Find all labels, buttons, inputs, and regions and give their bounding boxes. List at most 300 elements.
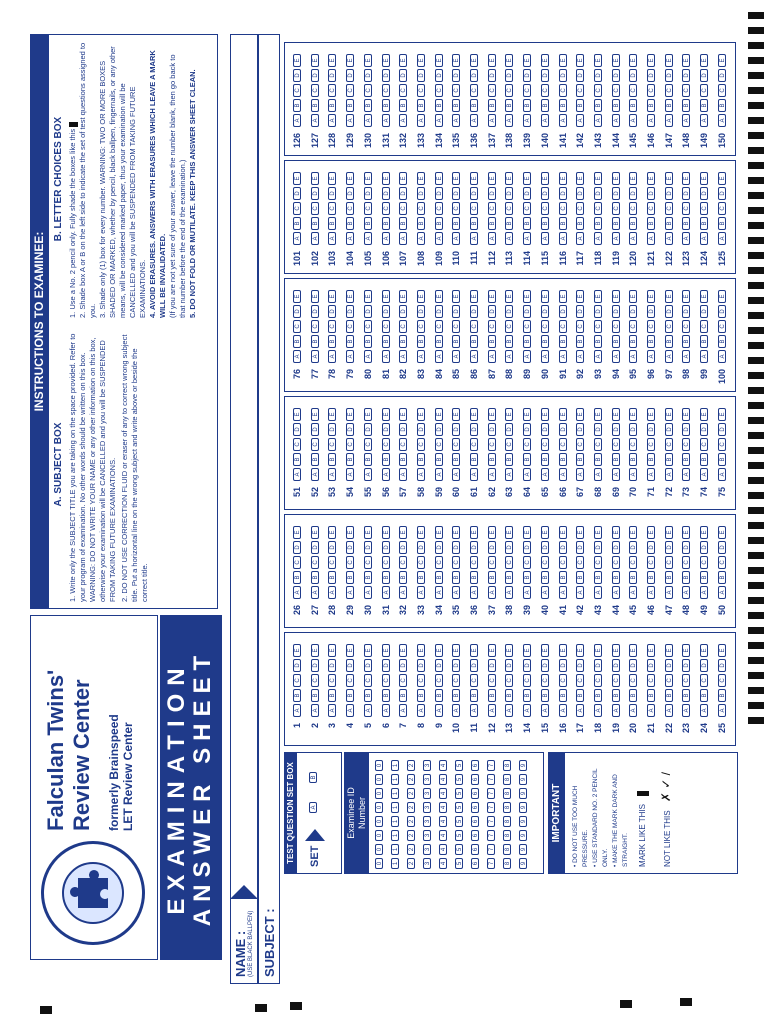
choice-bubble[interactable]: D [311,187,319,200]
choice-bubble[interactable]: C [435,202,443,215]
choice-bubble[interactable]: E [665,54,673,67]
choice-bubble[interactable]: C [523,674,531,687]
choice-bubble[interactable]: A [470,704,478,717]
choice-bubble[interactable]: C [559,202,567,215]
choice-bubble[interactable]: E [311,54,319,67]
id-digit-bubble[interactable]: 4 [439,802,447,813]
choice-bubble[interactable]: E [505,408,513,421]
choice-bubble[interactable]: D [647,187,655,200]
choice-bubble[interactable]: D [576,423,584,436]
choice-bubble[interactable]: E [399,408,407,421]
choice-bubble[interactable]: B [328,571,336,584]
choice-bubble[interactable]: D [700,541,708,554]
choice-bubble[interactable]: D [435,187,443,200]
choice-bubble[interactable]: D [523,659,531,672]
choice-bubble[interactable]: B [700,99,708,112]
choice-bubble[interactable]: C [382,556,390,569]
choice-bubble[interactable]: D [346,69,354,82]
choice-bubble[interactable]: B [523,217,531,230]
choice-bubble[interactable]: C [700,556,708,569]
choice-bubble[interactable]: E [488,172,496,185]
choice-bubble[interactable]: E [718,526,726,539]
choice-bubble[interactable]: C [452,556,460,569]
choice-bubble[interactable]: A [559,350,567,363]
id-digit-bubble[interactable]: 1 [391,816,399,827]
choice-bubble[interactable]: A [647,350,655,363]
choice-bubble[interactable]: E [470,290,478,303]
choice-bubble[interactable]: A [311,468,319,481]
choice-bubble[interactable]: C [470,438,478,451]
choice-bubble[interactable]: B [346,217,354,230]
choice-bubble[interactable]: C [629,84,637,97]
choice-bubble[interactable]: A [665,350,673,363]
choice-bubble[interactable]: C [346,84,354,97]
choice-bubble[interactable]: C [629,556,637,569]
choice-bubble[interactable]: D [328,541,336,554]
choice-bubble[interactable]: C [682,84,690,97]
choice-bubble[interactable]: C [417,674,425,687]
id-digit-bubble[interactable]: 5 [455,802,463,813]
choice-bubble[interactable]: B [399,689,407,702]
id-digit-bubble[interactable]: 0 [375,830,383,841]
choice-bubble[interactable]: B [293,453,301,466]
choice-bubble[interactable]: D [559,305,567,318]
choice-bubble[interactable]: B [682,99,690,112]
choice-bubble[interactable]: E [647,290,655,303]
choice-bubble[interactable]: C [328,556,336,569]
choice-bubble[interactable]: B [488,571,496,584]
choice-bubble[interactable]: E [470,408,478,421]
id-digit-bubble[interactable]: 7 [487,802,495,813]
choice-bubble[interactable]: A [700,350,708,363]
choice-bubble[interactable]: A [647,114,655,127]
choice-bubble[interactable]: A [629,232,637,245]
choice-bubble[interactable]: C [576,320,584,333]
choice-bubble[interactable]: A [435,114,443,127]
choice-bubble[interactable]: D [523,541,531,554]
choice-bubble[interactable]: E [612,54,620,67]
id-digit-bubble[interactable]: 6 [471,774,479,785]
choice-bubble[interactable]: C [488,674,496,687]
choice-bubble[interactable]: E [470,526,478,539]
choice-bubble[interactable]: D [293,541,301,554]
id-digit-bubble[interactable]: 6 [471,788,479,799]
choice-bubble[interactable]: E [452,526,460,539]
choice-bubble[interactable]: A [718,586,726,599]
id-digit-bubble[interactable]: 9 [519,788,527,799]
choice-bubble[interactable]: C [328,674,336,687]
choice-bubble[interactable]: E [718,172,726,185]
choice-bubble[interactable]: C [541,674,549,687]
choice-bubble[interactable]: E [594,172,602,185]
choice-bubble[interactable]: D [417,659,425,672]
choice-bubble[interactable]: E [541,644,549,657]
choice-bubble[interactable]: D [293,423,301,436]
choice-bubble[interactable]: C [523,202,531,215]
choice-bubble[interactable]: B [629,335,637,348]
choice-bubble[interactable]: D [399,541,407,554]
choice-bubble[interactable]: E [629,408,637,421]
choice-bubble[interactable]: D [576,69,584,82]
choice-bubble[interactable]: B [293,99,301,112]
choice-bubble[interactable]: A [399,114,407,127]
choice-bubble[interactable]: A [629,350,637,363]
id-digit-bubble[interactable]: 4 [439,774,447,785]
choice-bubble[interactable]: D [523,187,531,200]
choice-bubble[interactable]: E [488,290,496,303]
choice-bubble[interactable]: D [682,69,690,82]
choice-bubble[interactable]: A [488,704,496,717]
choice-bubble[interactable]: D [700,187,708,200]
choice-bubble[interactable]: E [364,172,372,185]
choice-bubble[interactable]: A [328,114,336,127]
choice-bubble[interactable]: B [328,689,336,702]
choice-bubble[interactable]: D [718,423,726,436]
choice-bubble[interactable]: B [382,217,390,230]
choice-bubble[interactable]: B [364,217,372,230]
choice-bubble[interactable]: A [293,114,301,127]
choice-bubble[interactable]: A [452,468,460,481]
choice-bubble[interactable]: E [505,526,513,539]
choice-bubble[interactable]: D [629,659,637,672]
choice-bubble[interactable]: C [452,674,460,687]
choice-bubble[interactable]: B [435,689,443,702]
choice-bubble[interactable]: B [700,689,708,702]
choice-bubble[interactable]: B [470,689,478,702]
choice-bubble[interactable]: B [417,571,425,584]
choice-bubble[interactable]: E [311,172,319,185]
choice-bubble[interactable]: D [523,305,531,318]
choice-bubble[interactable]: B [576,99,584,112]
id-digit-bubble[interactable]: 3 [423,830,431,841]
choice-bubble[interactable]: C [700,84,708,97]
choice-bubble[interactable]: E [629,290,637,303]
choice-bubble[interactable]: B [629,99,637,112]
choice-bubble[interactable]: A [700,114,708,127]
id-digit-bubble[interactable]: 8 [503,802,511,813]
choice-bubble[interactable]: E [311,290,319,303]
choice-bubble[interactable]: B [311,453,319,466]
choice-bubble[interactable]: E [629,54,637,67]
choice-bubble[interactable]: A [311,232,319,245]
choice-bubble[interactable]: C [364,84,372,97]
choice-bubble[interactable]: B [541,217,549,230]
choice-bubble[interactable]: D [311,423,319,436]
id-digit-bubble[interactable]: 5 [455,816,463,827]
choice-bubble[interactable]: D [293,69,301,82]
choice-bubble[interactable]: D [346,423,354,436]
id-digit-bubble[interactable]: 7 [487,858,495,869]
choice-bubble[interactable]: A [523,468,531,481]
choice-bubble[interactable]: D [417,305,425,318]
choice-bubble[interactable]: C [629,438,637,451]
choice-bubble[interactable]: C [576,556,584,569]
choice-bubble[interactable]: D [629,305,637,318]
id-digit-bubble[interactable]: 5 [455,858,463,869]
choice-bubble[interactable]: B [311,99,319,112]
choice-bubble[interactable]: C [647,84,655,97]
choice-bubble[interactable]: E [612,290,620,303]
choice-bubble[interactable]: A [488,114,496,127]
choice-bubble[interactable]: A [523,586,531,599]
choice-bubble[interactable]: A [435,468,443,481]
choice-bubble[interactable]: A [612,350,620,363]
choice-bubble[interactable]: B [559,217,567,230]
choice-bubble[interactable]: A [417,350,425,363]
id-digit-bubble[interactable]: 5 [455,844,463,855]
choice-bubble[interactable]: D [452,659,460,672]
choice-bubble[interactable]: C [559,674,567,687]
choice-bubble[interactable]: E [346,290,354,303]
choice-bubble[interactable]: D [470,305,478,318]
choice-bubble[interactable]: A [346,586,354,599]
choice-bubble[interactable]: E [665,526,673,539]
choice-bubble[interactable]: C [488,556,496,569]
id-digit-bubble[interactable]: 2 [407,830,415,841]
choice-bubble[interactable]: E [700,290,708,303]
choice-bubble[interactable]: E [718,54,726,67]
choice-bubble[interactable]: D [647,423,655,436]
id-digit-bubble[interactable]: 7 [487,788,495,799]
choice-bubble[interactable]: A [435,586,443,599]
id-digit-bubble[interactable]: 3 [423,858,431,869]
choice-bubble[interactable]: A [576,232,584,245]
choice-bubble[interactable]: E [523,526,531,539]
choice-bubble[interactable]: D [364,187,372,200]
choice-bubble[interactable]: E [328,172,336,185]
choice-bubble[interactable]: B [612,335,620,348]
choice-bubble[interactable]: C [718,556,726,569]
choice-bubble[interactable]: D [364,69,372,82]
choice-bubble[interactable]: E [541,172,549,185]
choice-bubble[interactable]: A [346,350,354,363]
choice-bubble[interactable]: D [612,305,620,318]
id-digit-bubble[interactable]: 1 [391,858,399,869]
choice-bubble[interactable]: E [594,54,602,67]
choice-bubble[interactable]: C [559,556,567,569]
choice-bubble[interactable]: C [382,438,390,451]
choice-bubble[interactable]: C [470,84,478,97]
choice-bubble[interactable]: A [612,468,620,481]
choice-bubble[interactable]: E [665,172,673,185]
choice-bubble[interactable]: A [541,350,549,363]
choice-bubble[interactable]: B [452,571,460,584]
id-digit-bubble[interactable]: 0 [375,844,383,855]
choice-bubble[interactable]: B [700,217,708,230]
choice-bubble[interactable]: B [629,217,637,230]
choice-bubble[interactable]: E [718,290,726,303]
choice-bubble[interactable]: B [364,571,372,584]
choice-bubble[interactable]: A [612,114,620,127]
choice-bubble[interactable]: C [488,320,496,333]
choice-bubble[interactable]: A [346,114,354,127]
choice-bubble[interactable]: B [382,335,390,348]
choice-bubble[interactable]: E [328,644,336,657]
choice-bubble[interactable]: A [452,114,460,127]
choice-bubble[interactable]: B [435,453,443,466]
choice-bubble[interactable]: C [488,438,496,451]
choice-bubble[interactable]: A [629,586,637,599]
choice-bubble[interactable]: C [505,438,513,451]
choice-bubble[interactable]: C [417,438,425,451]
choice-bubble[interactable]: C [346,438,354,451]
choice-bubble[interactable]: B [665,217,673,230]
id-digit-bubble[interactable]: 4 [439,858,447,869]
choice-bubble[interactable]: D [435,659,443,672]
choice-bubble[interactable]: E [612,172,620,185]
choice-bubble[interactable]: B [612,571,620,584]
choice-bubble[interactable]: B [612,689,620,702]
choice-bubble[interactable]: B [505,335,513,348]
id-digit-bubble[interactable]: 7 [487,774,495,785]
choice-bubble[interactable]: B [541,453,549,466]
choice-bubble[interactable]: B [417,99,425,112]
choice-bubble[interactable]: C [417,556,425,569]
choice-bubble[interactable]: E [682,172,690,185]
choice-bubble[interactable]: E [311,408,319,421]
choice-bubble[interactable]: A [382,232,390,245]
choice-bubble[interactable]: A [612,586,620,599]
id-digit-bubble[interactable]: 1 [391,802,399,813]
choice-bubble[interactable]: A [364,704,372,717]
choice-bubble[interactable]: D [559,659,567,672]
choice-bubble[interactable]: E [417,526,425,539]
choice-bubble[interactable]: C [612,84,620,97]
id-digit-bubble[interactable]: 6 [471,760,479,771]
choice-bubble[interactable]: E [682,644,690,657]
choice-bubble[interactable]: B [382,689,390,702]
choice-bubble[interactable]: B [505,99,513,112]
choice-bubble[interactable]: C [364,438,372,451]
choice-bubble[interactable]: C [311,320,319,333]
choice-bubble[interactable]: B [594,217,602,230]
choice-bubble[interactable]: D [594,69,602,82]
choice-bubble[interactable]: D [382,69,390,82]
choice-bubble[interactable]: D [346,659,354,672]
choice-bubble[interactable]: A [346,468,354,481]
choice-bubble[interactable]: D [417,423,425,436]
choice-bubble[interactable]: C [488,84,496,97]
choice-bubble[interactable]: C [523,556,531,569]
choice-bubble[interactable]: D [612,659,620,672]
choice-bubble[interactable]: E [541,54,549,67]
choice-bubble[interactable]: C [612,556,620,569]
choice-bubble[interactable]: A [452,232,460,245]
choice-bubble[interactable]: B [382,99,390,112]
choice-bubble[interactable]: C [647,202,655,215]
choice-bubble[interactable]: D [470,187,478,200]
choice-bubble[interactable]: A [293,586,301,599]
choice-bubble[interactable]: B [435,99,443,112]
choice-bubble[interactable]: D [364,659,372,672]
choice-bubble[interactable]: B [452,217,460,230]
choice-bubble[interactable]: A [629,704,637,717]
choice-bubble[interactable]: C [311,556,319,569]
choice-bubble[interactable]: C [293,556,301,569]
choice-bubble[interactable]: C [700,674,708,687]
choice-bubble[interactable]: B [629,571,637,584]
choice-bubble[interactable]: B [505,453,513,466]
choice-bubble[interactable]: E [311,526,319,539]
choice-bubble[interactable]: A [682,468,690,481]
choice-bubble[interactable]: A [435,232,443,245]
choice-bubble[interactable]: E [559,526,567,539]
choice-bubble[interactable]: C [647,556,655,569]
choice-bubble[interactable]: B [700,453,708,466]
choice-bubble[interactable]: B [541,99,549,112]
choice-bubble[interactable]: E [647,526,655,539]
choice-bubble[interactable]: B [417,335,425,348]
choice-bubble[interactable]: B [382,571,390,584]
choice-bubble[interactable]: C [576,674,584,687]
choice-bubble[interactable]: D [470,541,478,554]
choice-bubble[interactable]: B [293,217,301,230]
choice-bubble[interactable]: E [559,290,567,303]
choice-bubble[interactable]: A [505,704,513,717]
subject-field[interactable] [258,34,280,984]
choice-bubble[interactable]: B [594,453,602,466]
id-digit-bubble[interactable]: 1 [391,830,399,841]
choice-bubble[interactable]: C [541,84,549,97]
choice-bubble[interactable]: B [505,689,513,702]
choice-bubble[interactable]: C [435,438,443,451]
choice-bubble[interactable]: A [399,704,407,717]
choice-bubble[interactable]: B [399,453,407,466]
choice-bubble[interactable]: A [399,468,407,481]
choice-bubble[interactable]: C [682,202,690,215]
choice-bubble[interactable]: D [718,305,726,318]
choice-bubble[interactable]: A [576,468,584,481]
choice-bubble[interactable]: E [470,172,478,185]
choice-bubble[interactable]: B [523,571,531,584]
choice-bubble[interactable]: A [594,232,602,245]
choice-bubble[interactable]: A [541,232,549,245]
id-digit-bubble[interactable]: 4 [439,816,447,827]
choice-bubble[interactable]: D [399,659,407,672]
choice-bubble[interactable]: D [382,187,390,200]
id-digit-bubble[interactable]: 8 [503,858,511,869]
choice-bubble[interactable]: C [452,438,460,451]
id-digit-bubble[interactable]: 7 [487,760,495,771]
choice-bubble[interactable]: D [505,305,513,318]
choice-bubble[interactable]: A [417,704,425,717]
choice-bubble[interactable]: B [311,217,319,230]
choice-bubble[interactable]: B [505,217,513,230]
choice-bubble[interactable]: D [665,187,673,200]
choice-bubble[interactable]: B [541,335,549,348]
choice-bubble[interactable]: D [470,69,478,82]
choice-bubble[interactable]: B [470,99,478,112]
choice-bubble[interactable]: E [399,290,407,303]
choice-bubble[interactable]: B [293,335,301,348]
choice-bubble[interactable]: E [364,290,372,303]
choice-bubble[interactable]: B [718,689,726,702]
choice-bubble[interactable]: B [293,689,301,702]
choice-bubble[interactable]: B [559,99,567,112]
choice-bubble[interactable]: B [435,217,443,230]
choice-bubble[interactable]: A [470,350,478,363]
choice-bubble[interactable]: C [470,556,478,569]
choice-bubble[interactable]: B [470,217,478,230]
choice-bubble[interactable]: A [417,232,425,245]
choice-bubble[interactable]: B [647,571,655,584]
id-digit-bubble[interactable]: 1 [391,774,399,785]
choice-bubble[interactable]: C [718,202,726,215]
choice-bubble[interactable]: A [594,350,602,363]
choice-bubble[interactable]: A [559,704,567,717]
choice-bubble[interactable]: A [505,350,513,363]
choice-bubble[interactable]: E [399,54,407,67]
